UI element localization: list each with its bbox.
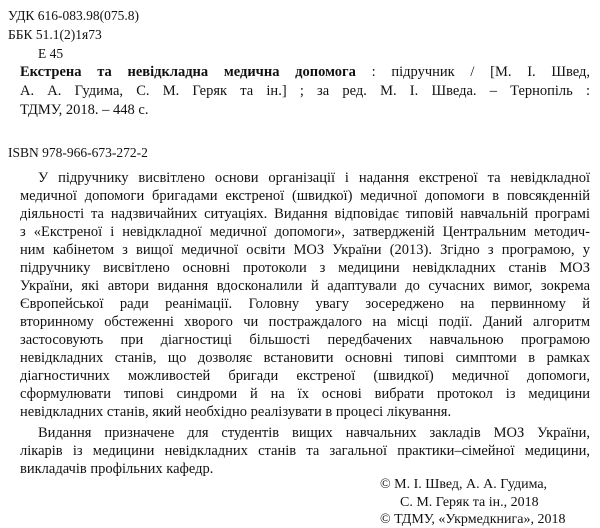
abstract-line: невідкладних станів, який необхідно реалізувати в процесі лікування. <box>20 404 452 420</box>
isbn: ISBN 978-966-673-272-2 <box>8 145 148 160</box>
abstract-line: Видання призначене для студентів вищих навчальних закладів МОЗ України, <box>38 425 590 441</box>
bibliography-line-1: Екстрена та невідкладна медична допомога : підручник / [М. І. Швед, <box>20 64 591 80</box>
abstract-line: застосовують при діагностиці більшості передбачених навчальною програмою <box>20 332 590 348</box>
author-mark: Е 45 <box>38 46 64 61</box>
bibliography-line-3: ТДМУ, 2018. – 448 с. <box>20 102 149 118</box>
abstract-line: лікарів із медицини невідкладних станів та загальної практики–сімейної медицини, <box>20 443 590 459</box>
copyright-line: С. М. Геряк та ін., 2018 <box>400 495 539 510</box>
abstract-line: сформулювати типові синдроми й на їх основі вибрати протокол із медицини <box>20 386 590 402</box>
bbk-code: ББК 51.1(2)1я73 <box>8 27 102 42</box>
abstract-line: ним кабінетом з вищої медичної освіти МОЗ України (2013). Згідно з програмою, у <box>20 242 590 258</box>
abstract-line: невідкладних станів, що дозволяє встановити основні типові симптоми в рамках <box>20 350 590 366</box>
book-title: Екстрена та невідкладна медична допомога <box>20 64 356 80</box>
abstract-line: У підручнику висвітлено основи організації і надання екстреної та невідкладної <box>38 170 590 186</box>
abstract-line: підручнику висвітлено основні протоколи з медицини невідкладних станів МОЗ <box>20 260 590 276</box>
abstract-line: Європейської ради реанімації. Головну увагу зосереджено на первинному й <box>20 296 590 312</box>
abstract-line: медичної допомоги бригадами екстреної (швидкої) медичної допомоги в повсякденній <box>20 188 590 204</box>
copyright-line: © ТДМУ, «Укрмедкнига», 2018 <box>380 512 566 527</box>
udk-code: УДК 616-083.98(075.8) <box>8 8 140 23</box>
abstract-line: з «Екстреної і невідкладної медичної допомоги», затвердженій Центральним методич- <box>20 224 590 240</box>
abstract-line: України, які автори видання вдосконалили й адаптували до сучасних вимог, зокрема <box>20 278 590 294</box>
bibliography-line-2: А. А. Гудима, С. М. Геряк та ін.] ; за ред. М. І. Шведа. – Тернопіль : <box>20 83 590 99</box>
abstract-line: діяльності та надзвичайних ситуаціях. Видання відповідає типовій навчальній програмі <box>20 206 590 222</box>
abstract-line: вторинному обстеженні хворого чи постраждалого на місці події. Даний алгоритм <box>20 314 590 330</box>
copyright-line: © М. І. Швед, А. А. Гудима, <box>380 477 548 492</box>
abstract-line: діагностичних можливостей бригади екстреної (швидкої) медичної допомоги, <box>20 368 590 384</box>
abstract-line: викладачів профільних кафедр. <box>20 461 214 477</box>
